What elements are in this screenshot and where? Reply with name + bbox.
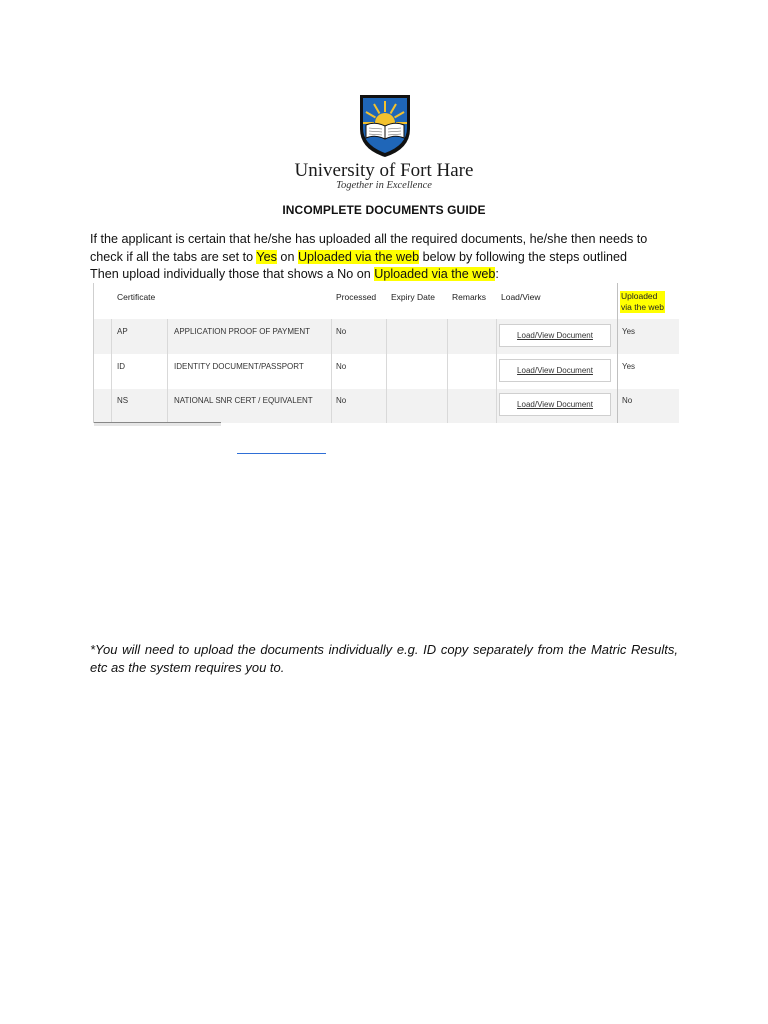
column-divider — [167, 319, 168, 423]
header-processed: Processed — [336, 292, 377, 302]
row-code: NS — [117, 396, 129, 405]
intro-text: on — [276, 249, 298, 264]
university-name: University of Fort Hare — [294, 160, 474, 181]
column-divider — [111, 319, 112, 423]
documents-table-screenshot — [93, 283, 679, 423]
column-divider — [331, 319, 332, 423]
highlight-yes: Yes — [256, 249, 277, 264]
column-divider — [496, 319, 497, 423]
row-code: ID — [117, 362, 125, 371]
header-remarks: Remarks — [452, 292, 487, 302]
intro-text: : — [495, 267, 499, 281]
hyperlink-underline[interactable] — [237, 453, 326, 454]
divider — [94, 423, 221, 426]
column-divider — [386, 319, 387, 423]
intro-line-3 — [90, 266, 690, 284]
intro-line-1: If the applicant is certain that he/she has uploaded all the required documents, he/she then needs to — [90, 232, 648, 246]
highlight-uploaded-via-web: Uploaded via the web — [374, 267, 496, 281]
column-divider — [617, 283, 618, 423]
row-uploaded: Yes — [622, 327, 636, 336]
row-description: NATIONAL SNR CERT / EQUIVALENT — [174, 396, 313, 405]
intro-text: Then upload individually those that shows a No on — [90, 267, 375, 281]
intro-paragraph — [90, 231, 690, 284]
table-header-row — [94, 283, 679, 319]
highlight-uploaded-via-web: Uploaded via the web — [297, 249, 420, 264]
load-view-document-button[interactable]: Load/View Document — [499, 359, 611, 382]
load-view-document-button[interactable]: Load/View Document — [499, 324, 611, 347]
column-divider — [447, 319, 448, 423]
row-uploaded: Yes — [622, 362, 636, 371]
header-uploaded-line1: Uploaded — [621, 291, 658, 301]
header-load-view: Load/View — [501, 292, 541, 302]
header-expiry-date: Expiry Date — [391, 292, 435, 302]
university-crest-logo — [358, 93, 412, 159]
row-processed: No — [336, 362, 347, 371]
row-code: AP — [117, 327, 128, 336]
header-uploaded-line2: via the web — [621, 302, 664, 312]
intro-line-2 — [90, 249, 690, 267]
row-uploaded: No — [622, 396, 633, 405]
row-description: IDENTITY DOCUMENT/PASSPORT — [174, 362, 304, 371]
upload-note: *You will need to upload the documents individually e.g. ID copy separately from the Matric Results, etc as the system requires you to. — [90, 642, 678, 675]
row-description: APPLICATION PROOF OF PAYMENT — [174, 327, 311, 336]
intro-text: check if all the tabs are set to — [90, 249, 257, 264]
row-processed: No — [336, 327, 347, 336]
header-certificate: Certificate — [117, 292, 156, 302]
header-uploaded-via-web — [620, 291, 665, 313]
intro-text: below by following the steps outlined — [419, 249, 628, 264]
document-title: INCOMPLETE DOCUMENTS GUIDE — [282, 203, 486, 217]
load-view-document-button[interactable]: Load/View Document — [499, 393, 611, 416]
row-processed: No — [336, 396, 347, 405]
university-motto: Together in Excellence — [336, 180, 432, 191]
